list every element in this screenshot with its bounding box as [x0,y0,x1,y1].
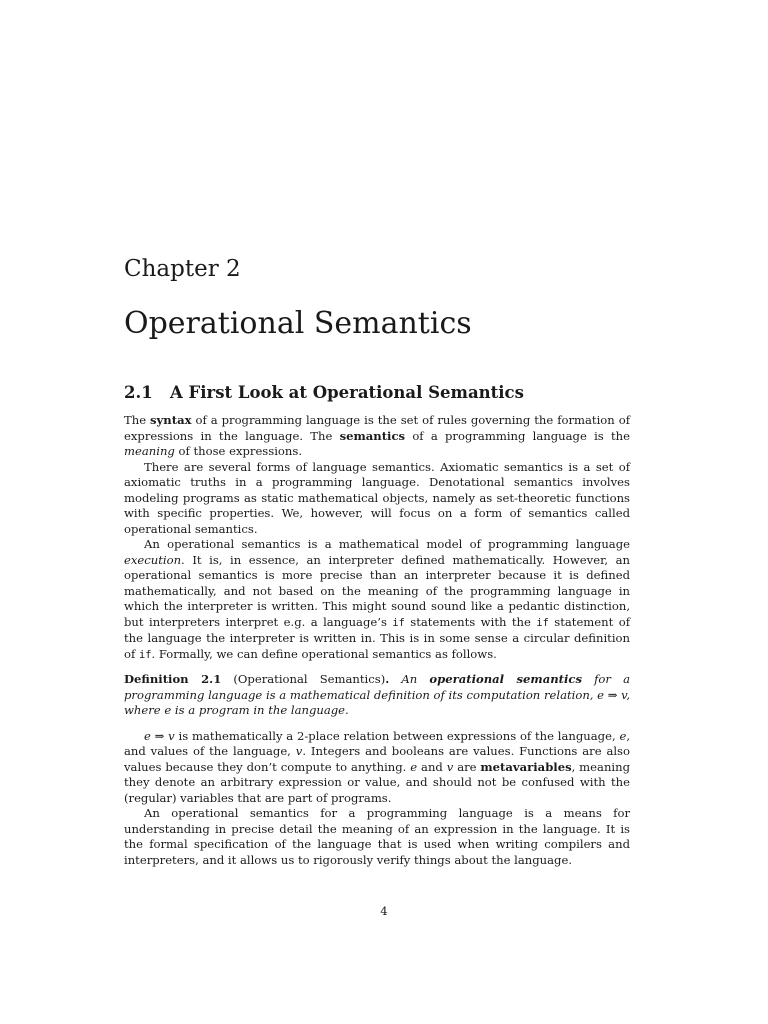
definition-block [124,672,630,719]
text-run: statement of the language the interpreter is written in. This is in some sense a circular definition of [124,614,630,661]
text-run: of a programming language is the set of rules governing the formation of expressions in the language. The [124,413,630,443]
emphasis-text: An [389,672,430,686]
emphasis-text: v [295,744,303,758]
text-run: are [453,759,481,774]
emphasis-text: e [410,759,418,774]
section-heading [124,381,524,405]
text-run: . It is, in essence, an interpreter defined mathematically. However, an operational semantics is more precise than an interpreter because it is defined mathematically, and not based on the meaning of the programming language in which the interpreter is written. This might sound sound like a pedantic distinction, but interpreters interpret e.g. a language’s [124,552,630,629]
code-token: if [536,616,549,629]
text-run: An operational semantics for a programming language is a means for understanding in precise detail the meaning of an expression in the language. It is the formal specification of the language that is used when writing compilers and interpreters, and it allows us to rigorously verify things about the language. [124,806,630,867]
section-number: 2.1 [124,383,153,402]
text-run: There are several forms of language semantics. Axiomatic semantics is a set of axiomatic truths in a programming language. Denotational semantics involves modeling programs as static mathematical objects, namely as set-theoretic functions with specific properties. We, however, will focus on a form of semantics called operational semantics. [124,459,630,536]
paragraphs-before-definition [124,413,630,663]
body-paragraph [124,413,630,460]
text-run: . Integers and booleans are values. Functions are also values because they don’t compute to anything. [124,744,630,774]
emphasis-text: meaning [124,444,175,458]
chapter-label: Chapter 2 [124,256,241,282]
text-run: . Formally, we can define operational semantics as follows. [151,646,497,661]
text-run: is mathematically a 2-place relation between expressions of the language, [174,728,620,743]
code-token: if [138,648,152,661]
text-run: (Operational Semantics) [221,672,386,686]
chapter-title: Operational Semantics [124,306,472,341]
emphasis-text: e ⇒ v [144,728,175,743]
page-number: 4 [380,904,388,918]
text-run: The [124,413,151,427]
emphasis-text: execution [124,552,182,567]
emphasis-text: e [164,703,172,717]
text-run: , meaning they denote an arbitrary expression or value, and should not be confused with the (regular) variables that are part of programs. [124,759,631,805]
text-run: of those expressions. [174,444,303,458]
emphasis-text: e [619,728,627,743]
body-text [124,413,630,868]
emphasis-text: Definition 2.1 [124,672,222,686]
emphasis-text: for a programming language is a mathematical definition of its computation relation, [124,672,630,702]
emphasis-text: is a program in the language. [171,703,349,717]
emphasis-text: . [385,672,390,686]
emphasis-text: semantics [339,428,406,443]
text-run: and [417,759,447,774]
body-paragraph [124,537,630,663]
body-paragraph [124,806,630,868]
paragraphs-after-definition [124,729,630,869]
emphasis-text: metavariables [480,759,572,774]
text-run: of a programming language is the [405,428,631,443]
body-paragraph [124,729,630,807]
emphasis-text: v [446,759,454,774]
emphasis-text: operational semantics [429,672,582,686]
section-title: A First Look at Operational Semantics [170,383,524,402]
body-paragraph [124,460,630,538]
emphasis-text: syntax [150,413,192,427]
emphasis-text: e ⇒ v [597,687,627,702]
code-token: if [392,616,405,629]
text-run: statements with the [404,614,537,629]
emphasis-text: , where [124,687,630,717]
text-run: , and values of the language, [124,728,630,758]
text-run: An operational semantics is a mathematical model of programming language [144,537,630,551]
definition-spacer [124,719,630,729]
